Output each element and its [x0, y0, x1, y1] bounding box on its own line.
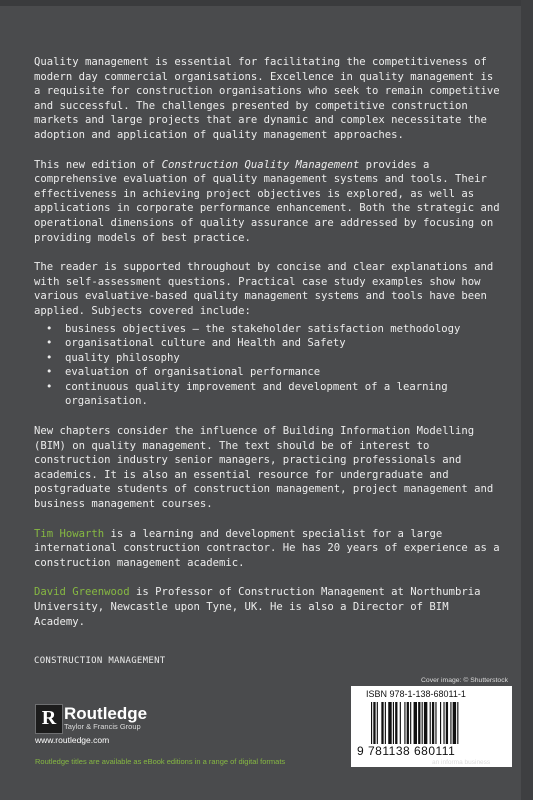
isbn-text: ISBN 978-1-138-68011-1: [366, 689, 466, 699]
barcode-stripe: [404, 702, 405, 744]
subject-item: • evaluation of organisational performance: [34, 365, 504, 380]
barcode-stripe: [377, 702, 378, 744]
barcode-stripe: [395, 702, 397, 744]
barcode-stripe: [457, 702, 458, 744]
bim-paragraph: New chapters consider the influence of Building Information Modelling (BIM) on quality management. The text should be of interest to construction industry senior managers, practicing professionals and academics. It is also an essential resource for undergraduate and postgraduate students of construction management, project management and business management courses.: [34, 425, 494, 511]
barcode-stripe: [432, 702, 434, 744]
subjects-list: [34, 322, 504, 410]
publisher-name: Routledge: [64, 704, 148, 723]
subject-category: CONSTRUCTION MANAGEMENT: [34, 656, 166, 666]
cover-credit: Cover image: © Shutterstock: [421, 677, 508, 684]
edition-paragraph: [34, 158, 504, 246]
blurb: [34, 55, 504, 644]
barcode-stripe: [414, 702, 417, 744]
barcode-stripe: [418, 702, 420, 744]
informa-tagline: an informa business: [432, 759, 491, 766]
subject-item: • organisational culture and Health and Safety: [34, 336, 504, 351]
barcode-number: 9 781138 680111: [357, 744, 456, 758]
publisher-url: www.routledge.com: [35, 735, 110, 745]
barcode-stripe: [446, 702, 448, 744]
subject-item: • continuous quality improvement and development of a learning organisation.: [34, 380, 504, 409]
intro-paragraph: Quality management is essential for facilitating the competitiveness of modern day commercial organisations. Excellence in quality management is a requisite for construction organisations who seek to remain competitive and successful. The challenges presented by competitive construction markets and large projects that are dynamic and complex necessitate the adoption and application of quality management approaches.: [34, 56, 500, 141]
barcode-stripe: [443, 702, 444, 744]
barcode-stripe: [407, 702, 409, 744]
reader-paragraph: The reader is supported throughout by concise and clear explanations and with self-assessment questions. Practical case study examples show how various evaluative-based quality management systems and tools have been applied. Subjects covered include:: [34, 261, 494, 317]
barcode-stripe: [453, 702, 456, 744]
barcode-stripe: [388, 702, 391, 744]
subject-item: • quality philosophy: [34, 351, 504, 366]
barcode-stripe: [430, 702, 431, 744]
barcode-stripe: [435, 702, 436, 744]
ebook-note: Routledge titles are available as eBook editions in a range of digital formats: [35, 757, 286, 766]
barcode-stripe: [424, 702, 427, 744]
barcode-stripe: [410, 702, 411, 744]
author-bio-text: is Professor of Construction Management at Northumbria University, Newcastle upon Tyne, UK. He is also a Director of BIM Academy.: [34, 586, 481, 628]
edition-text-before: This new edition of: [34, 158, 162, 171]
top-edge: [0, 0, 533, 6]
barcode-stripe: [440, 702, 441, 744]
barcode-stripe: [373, 702, 375, 744]
author-name: Tim Howarth: [34, 527, 105, 540]
publisher-group: Taylor & Francis Group: [64, 722, 141, 731]
spine-edge: [521, 0, 533, 800]
barcode-stripe: [371, 702, 372, 744]
barcode-stripe: [400, 702, 401, 744]
routledge-logo-icon: R: [35, 704, 63, 734]
author-bio: [34, 585, 504, 629]
barcode-stripe: [422, 702, 423, 744]
author-bio: [34, 527, 504, 571]
subject-item: • business objectives – the stakeholder satisfaction methodology: [34, 322, 504, 337]
edition-text-after: provides a comprehensive evaluation of quality management systems and tools. Their effectiveness in achieving project objectives is explored, as well as applications in corporate performance enhancement. Both the strategic and operational dimensions of quality assurance are addressed by focusing on providing models of best practice.: [34, 158, 500, 244]
author-name: David Greenwood: [34, 586, 130, 599]
barcode-stripe: [381, 702, 383, 744]
barcode-stripe: [450, 702, 451, 744]
barcode-box: [351, 686, 512, 767]
book-title: Construction Quality Management: [161, 158, 360, 171]
author-bio-text: is a learning and development specialist for a large international construction contractor. He has 20 years of experience as a construction management academic.: [34, 527, 500, 569]
barcode-stripe: [393, 702, 394, 744]
barcode-stripe: [385, 702, 386, 744]
barcode-icon: [371, 702, 489, 744]
